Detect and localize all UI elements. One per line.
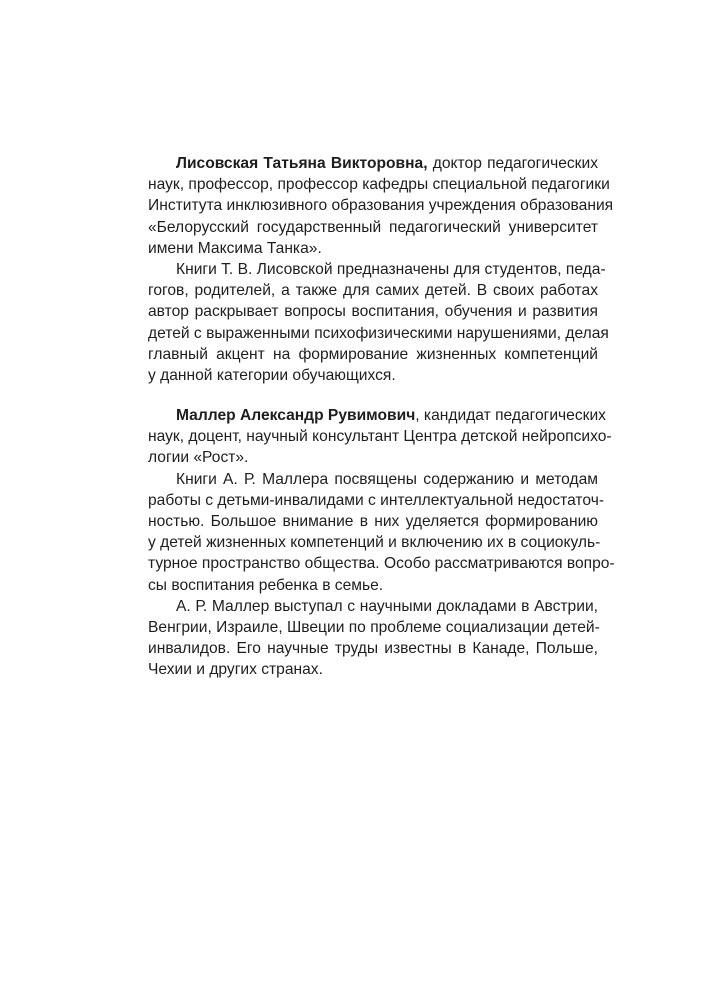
author-bio-lisovskaya xyxy=(148,153,614,259)
author-name: Лисовская Татьяна Викторовна, xyxy=(176,155,428,172)
paragraph-line: главный акцент на формирование жизненных компетенций xyxy=(148,345,598,363)
paragraph-line: турное пространство общества. Особо рассматриваются вопро- xyxy=(148,555,615,573)
paragraph-line: у детей жизненных компетенций и включению их в социокуль- xyxy=(148,534,601,552)
paragraph-line: сы воспитания ребенка в семье. xyxy=(148,576,384,594)
paragraph-line: автор раскрывает вопросы воспитания, обучения и развития xyxy=(148,303,598,321)
bio-line: Института инклюзивного образования учреждения образования xyxy=(148,197,614,215)
paragraph-line: детей с выраженными психофизическими нарушениями, делая xyxy=(148,324,609,342)
paragraph-maller-books xyxy=(148,469,615,596)
bio-line: логии «Рост». xyxy=(148,449,249,467)
author-bio-maller xyxy=(148,405,612,469)
bio-text: доктор педагогических xyxy=(427,155,598,172)
bio-line xyxy=(148,153,598,174)
paragraph-line: Книги Т. В. Лисовской предназначены для студентов, педа- xyxy=(176,260,606,278)
paragraph-line: инвалидов. Его научные труды известны в Канаде, Польше, xyxy=(148,640,598,658)
paragraph-maller-reports xyxy=(148,596,598,681)
paragraph-line: у данной категории обучающихся. xyxy=(148,366,396,384)
bio-line: имени Максима Танка». xyxy=(148,239,322,257)
bio-line: наук, профессор, профессор кафедры специальной педагогики xyxy=(148,176,610,194)
paragraph-line: Чехии и других странах. xyxy=(148,661,323,679)
bio-line: «Белорусский государственный педагогический университет xyxy=(148,218,598,236)
author-info-block xyxy=(148,153,615,681)
paragraph-line: гогов, родителей, а также для самих детей. В своих работах xyxy=(148,282,598,300)
paragraph-line: Венгрии, Израиле, Швеции по проблеме социализации детей- xyxy=(148,618,600,636)
author-name: Маллер Александр Рувимович xyxy=(176,407,416,425)
paragraph-line: работы с детьми-инвалидами с интеллектуальной недостаточ- xyxy=(148,491,605,509)
paragraph-line: ностью. Большое внимание в них уделяется формированию xyxy=(148,513,598,530)
bio-text: , кандидат педагогических xyxy=(415,407,606,425)
paragraph-line: Книги А. Р. Маллера посвящены содержанию и методам xyxy=(176,470,598,488)
paragraph-lisovskaya-books xyxy=(148,259,609,386)
bio-line: наук, доцент, научный консультант Центра детской нейропсихо- xyxy=(148,428,612,446)
bio-line xyxy=(148,405,606,426)
paragraph-line: А. Р. Маллер выступал с научными докладами в Австрии, xyxy=(176,597,598,615)
section-spacer xyxy=(148,386,598,405)
